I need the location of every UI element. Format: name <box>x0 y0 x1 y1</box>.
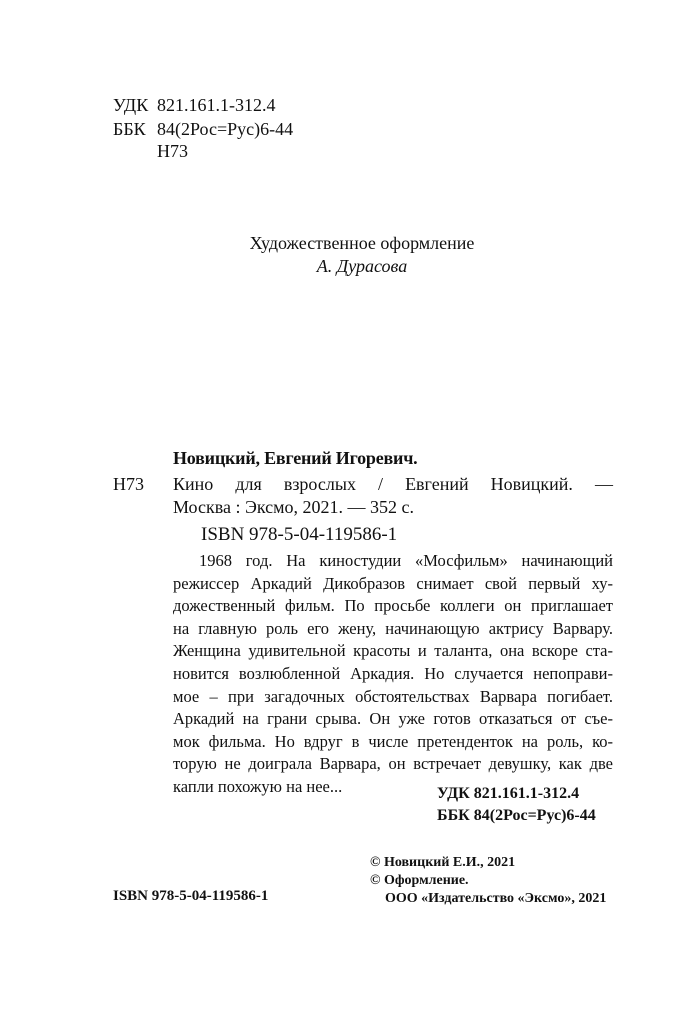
copyright-publisher: ООО «Издательство «Эксмо», 2021 <box>385 891 607 906</box>
udk-classification <box>113 95 276 116</box>
author-mark-record: Н73 <box>113 474 144 494</box>
udk-value: 821.161.1-312.4 <box>157 95 276 115</box>
design-credit-name: А. Дурасова <box>316 256 408 276</box>
annotation-line: дожественный фильм. По просьбе коллеги он приглашает <box>173 596 613 616</box>
author-mark-top: Н73 <box>157 141 188 161</box>
isbn-record: ISBN 978-5-04-119586-1 <box>201 524 398 545</box>
bbk-label: ББК <box>113 119 146 139</box>
annotation-line: мое – при загадочных обстоятельствах Варвара погибает. <box>173 686 613 706</box>
annotation-line: 1968 год. На киностудии «Мосфильм» начинающий <box>199 551 613 570</box>
udk-bottom: УДК 821.161.1-312.4 <box>437 785 580 802</box>
title-line: Кино для взрослых / Евгений Новицкий. — <box>173 474 613 494</box>
copyright-author: © Новицкий Е.И., 2021 <box>370 855 516 870</box>
bbk-classification <box>113 119 293 140</box>
isbn-bottom: ISBN 978-5-04-119586-1 <box>113 888 269 904</box>
annotation-line: капли похожую на нее... <box>173 776 343 796</box>
annotation-line: режиссер Аркадий Дикобразов снимает свой первый ху- <box>173 573 613 593</box>
copyright-design: © Оформление. <box>370 873 469 888</box>
annotation-line: торую не доиграла Варвара, он встречает девушку, как две <box>173 754 613 774</box>
annotation-line: на главную роль его жену, начинающую актрису Варвару. <box>173 618 613 638</box>
author-heading: Новицкий, Евгений Игоревич. <box>173 448 418 468</box>
design-credit-label: Художественное оформление <box>249 233 475 253</box>
annotation-line: мок фильма. Но вдруг в числе претенденток на роль, ко- <box>173 731 613 751</box>
annotation-line: новится возлюбленной Аркадия. Но случается непоправи- <box>173 663 613 683</box>
annotation <box>173 550 613 799</box>
annotation-line: Женщина удивительной красоты и таланта, она вскоре ста- <box>173 641 613 661</box>
bbk-value: 84(2Рос=Рус)6-44 <box>157 119 294 139</box>
bbk-bottom: ББК 84(2Рос=Рус)6-44 <box>437 807 596 824</box>
imprint-line: Москва : Эксмо, 2021. — 352 с. <box>173 497 415 517</box>
annotation-line: Аркадий на грани срыва. Он уже готов отказаться от съе- <box>173 709 613 729</box>
udk-label: УДК <box>113 95 149 115</box>
